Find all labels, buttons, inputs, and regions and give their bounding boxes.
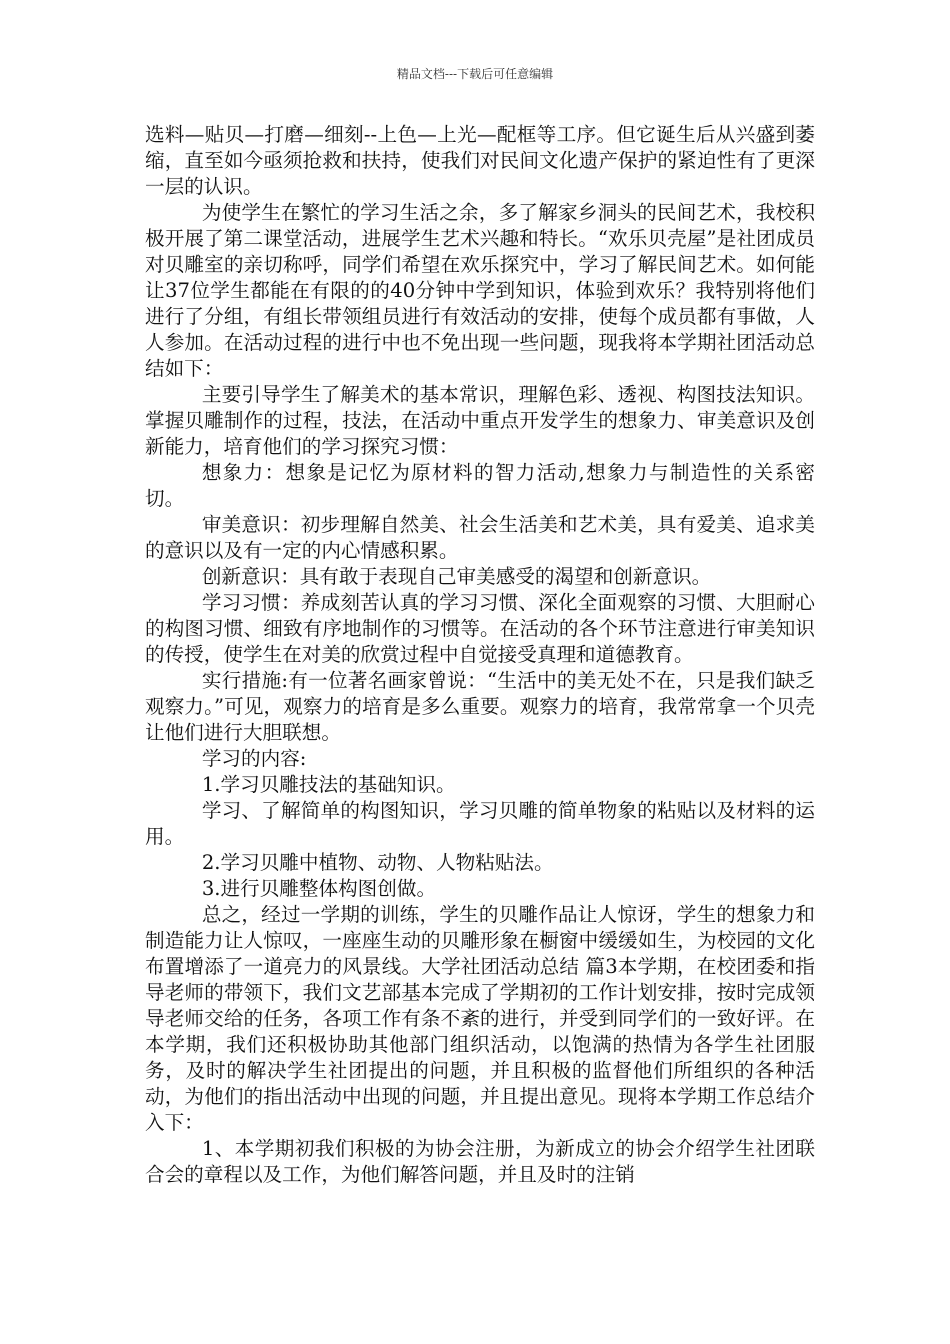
paragraph-habits: 学习习惯：养成刻苦认真的学习习惯、深化全面观察的习惯、大胆耐心的构图习惯、细致有序地制作的习惯等。在活动的各个环节注意进行审美知识的传授，使学生在对美的欣赏过程中自觉接受真理和道德教育。 [145,591,815,666]
paragraph-1: 选料—贴贝—打磨—细刻--上色—上光—配框等工序。但它诞生后从兴盛到萎缩，直至如今亟须抢救和扶持，使我们对民间文化遗产保护的紧迫性有了更深一层的认识。 [145,123,815,198]
list-item-1: 1.学习贝雕技法的基础知识。 [201,773,456,796]
paragraph-work-item-1: 1、本学期初我们积极的为协会注册，为新成立的协会介绍学生社团联合会的章程以及工作，为他们解答问题，并且及时的注销 [145,1137,815,1186]
paragraph-aesthetic: 审美意识：初步理解自然美、社会生活美和艺术美，具有爱美、追求美的意识以及有一定的内心情感积累。 [145,513,815,562]
paragraph-imagination: 想象力：想象是记忆为原材料的智力活动,想象力与制造性的关系密切。 [145,461,815,510]
page-header: 精品文档---下载后可任意编辑 [396,67,554,81]
paragraph-innovation: 创新意识：具有敢于表现自己审美感受的渴望和创新意识。 [201,565,712,588]
paragraph-3: 主要引导学生了解美术的基本常识，理解色彩、透视、构图技法知识。掌握贝雕制作的过程，技法，在活动中重点开发学生的想象力、审美意识及创新能力，培育他们的学习探究习惯： [145,383,815,458]
paragraph-composition: 学习、了解简单的构图知识，学习贝雕的简单物象的粘贴以及材料的运用。 [145,799,815,848]
paragraph-content-title: 学习的内容: [201,747,307,770]
document-body [145,122,815,1188]
paragraph-2: 为使学生在繁忙的学习生活之余，多了解家乡洞头的民间艺术，我校积极开展了第二课堂活动，进展学生艺术兴趣和特长。“欢乐贝壳屋”是社团成员对贝雕室的亲切称呼，同学们希望在欢乐探究中，学习了解民间艺术。如何能让37位学生都能在有限的的40分钟中学到知识，体验到欢乐？我特别将他们进行了分组，有组长带领组员进行有效活动的安排，使每个成员都有事做，人人参加。在活动过程的进行中也不免出现一些问题，现我将本学期社团活动总结如下： [145,201,815,380]
list-item-2: 2.学习贝雕中植物、动物、人物粘贴法。 [201,851,554,874]
list-item-3: 3.进行贝雕整体构图创做。 [201,877,437,900]
paragraph-measures: 实行措施:有一位著名画家曾说：“生活中的美无处不在，只是我们缺乏观察力。”可见，观察力的培育是多么重要。观察力的培育，我常常拿一个贝壳让他们进行大胆联想。 [145,669,815,744]
paragraph-summary: 总之，经过一学期的训练，学生的贝雕作品让人惊讶，学生的想象力和制造能力让人惊叹，一座座生动的贝雕形象在橱窗中缓缓如生，为校园的文化布置增添了一道亮力的风景线。大学社团活动总结 篇3本学期，在校团委和指导老师的带领下，我们文艺部基本完成了学期初的工作计划安排，按时完成领导老师交给的任务，各项工作有条不紊的进行，并受到同学们的一致好评。在本学期，我们还积极协助其他部门组织活动，以饱满的热情为各学生社团服务，及时的解决学生社团提出的问题，并且积极的监督他们所组织的各种活动，为他们的指出活动中出现的问题，并且提出意见。现将本学期工作总结介入下： [145,903,815,1134]
